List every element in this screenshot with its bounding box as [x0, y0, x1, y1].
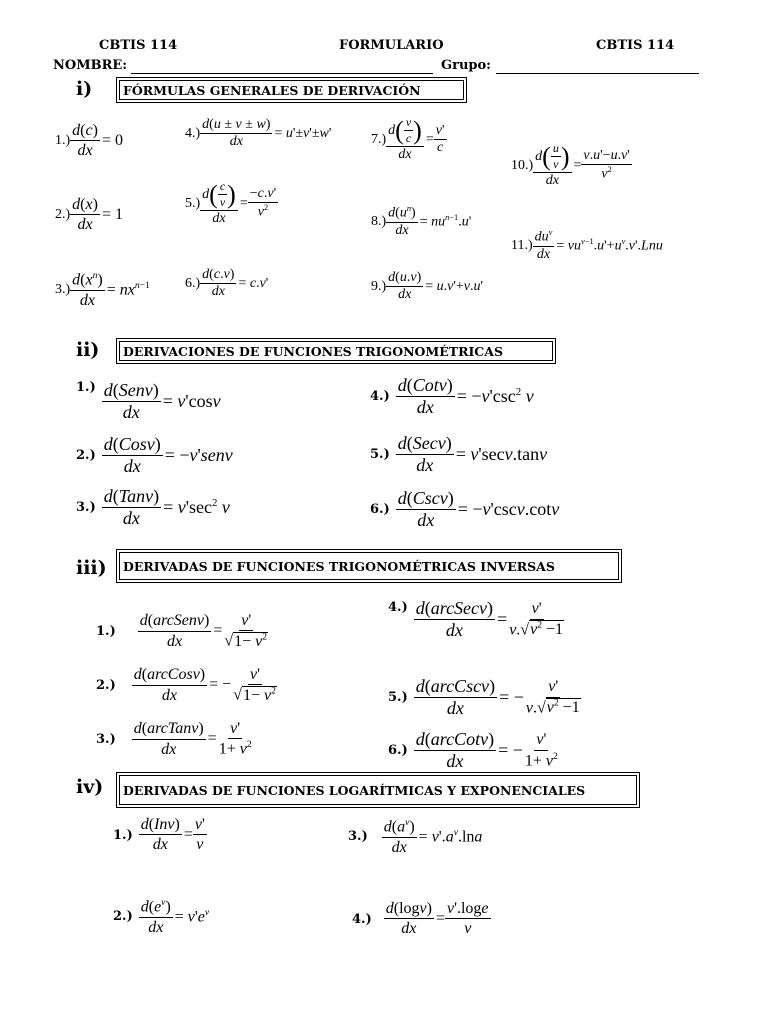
section-2-roman: ii)	[76, 339, 100, 361]
inv-6-number: 6.)	[388, 743, 408, 759]
section-3-title: DERIVADAS DE FUNCIONES TRIGONOMÉTRICAS INVERSAS	[119, 552, 619, 580]
trig-4: 4.) d(Cotv) dx = $-v'\csc^2$ v	[370, 375, 534, 417]
log-4-number: 4.)	[352, 911, 372, 927]
formula-g5-number: 5.)	[185, 195, 201, 211]
section-2-title-box	[116, 338, 556, 364]
trig-5-number: 5.)	[370, 447, 390, 463]
log-3: 3.) $\frac{d(a^v)}{dx}$ = $v'.a^v.\ln a$	[348, 817, 483, 856]
inv-3-number: 3.)	[96, 731, 116, 747]
section-4-title-box	[116, 772, 640, 808]
section-4-roman: iv)	[76, 776, 104, 798]
formula-g11-number: 11.)	[511, 237, 533, 253]
formula-g1: 1.) $\frac{d(c)}{dx}$ = 0	[55, 122, 123, 160]
nombre-label: NOMBRE:	[53, 58, 128, 73]
inv-4: 4.) d(arcSecv) dx = $\frac{v'}{v.√v^2 -1}$	[388, 598, 564, 640]
formula-g6: 6.) $\frac{d(c.v)}{dx}$ = c.v'	[185, 267, 269, 300]
inv-5: 5.) d(arcCscv) dx = − $\frac{v'}{v.√v^2 -1}$	[388, 676, 580, 718]
log-2-number: 2.)	[113, 909, 133, 925]
grupo-line[interactable]	[496, 73, 699, 74]
log-2: 2.) $\frac{d(e^v)}{dx}$ = $v'e^v$	[113, 897, 210, 936]
formula-g3-number: 3.)	[55, 281, 71, 297]
formula-g6-number: 6.)	[185, 275, 201, 291]
section-2-title: DERIVACIONES DE FUNCIONES TRIGONOMÉTRICAS	[119, 341, 553, 361]
formula-g2: 2.) $\frac{d(x)}{dx}$ = 1	[55, 196, 123, 234]
nombre-line[interactable]	[131, 73, 433, 74]
trig-5: 5.) d(Secv) dx = v'secv.tanv	[370, 433, 548, 475]
formula-g4: 4.) $\frac{d(u \pm v \pm w)}{dx}$ = u'±v'±w'	[185, 117, 332, 150]
section-4-title: DERIVADAS DE FUNCIONES LOGARÍTMICAS Y EXPONENCIALES	[119, 775, 637, 805]
section-3-title-box	[116, 549, 622, 583]
header-center: FORMULARIO	[339, 38, 444, 53]
inv-1: 1.) d(arcSenv) dx = $\frac{v'}{√1- v^2}$	[96, 612, 268, 650]
log-4: 4.) $\frac{d(\log v)}{dx}$ = $\frac{v'.\log e}{v}$	[352, 900, 489, 938]
section-1-title: FÓRMULAS GENERALES DE DERIVACIÓN	[119, 80, 464, 100]
formula-g9-number: 9.)	[371, 278, 387, 294]
formula-g9: 9.) $\frac{d(u.v)}{dx}$ = u.v'+v.u'	[371, 270, 484, 303]
formula-g3: 3.) $\frac{d(x^n)}{dx}$ = $nx^{n-1}$	[55, 270, 150, 309]
header-right: CBTIS 114	[596, 38, 675, 53]
trig-3: 3.) d(Tanv) dx = $v'\sec^2$ v	[76, 486, 230, 528]
trig-2-number: 2.)	[76, 448, 96, 464]
inv-6: 6.) d(arcCotv) dx = − $\frac{v'}{1+ v^2}$	[388, 729, 558, 771]
header-left: CBTIS 114	[99, 38, 178, 53]
formula-g8-number: 8.)	[371, 213, 387, 229]
formula-g7: 7.) d( $\frac{v}{c}$ ) dx = $\frac{v'}{c}$	[371, 115, 445, 162]
trig-1-number: 1.)	[76, 380, 96, 395]
trig-2: 2.) d(Cosv) dx = −v'senv	[76, 434, 233, 476]
inv-1-number: 1.)	[96, 623, 116, 639]
grupo-label: Grupo:	[441, 58, 491, 73]
trig-4-number: 4.)	[370, 389, 390, 405]
trig-3-number: 3.)	[76, 500, 96, 516]
inv-5-number: 5.)	[388, 690, 408, 706]
trig-1: 1.) d(Senv) dx = v'cosv	[76, 380, 221, 422]
formula-g8: 8.) $\frac{d(u^n)}{dx}$ = $nu^{n-1}.u'$	[371, 204, 472, 238]
formula-g4-number: 4.)	[185, 125, 201, 141]
formula-g5: 5.) d( $\frac{c}{v}$ ) dx = $\frac{-c.v'}{v^2}$	[185, 179, 277, 226]
inv-2: 2.) d(arcCosv) dx = − $\frac{v'}{√1- v^2}$	[96, 666, 276, 704]
section-3-roman: iii)	[76, 557, 107, 579]
inv-2-number: 2.)	[96, 677, 116, 693]
section-1-roman: i)	[76, 78, 93, 100]
formula-g10: 10.) d( $\frac{u}{v}$ ) dx = $\frac{v.u'-u.v'}{v^2}$	[511, 141, 630, 188]
inv-4-number: 4.)	[388, 600, 408, 615]
log-1: 1.) d(Inv) dx = $\frac{v'}{v}$	[113, 816, 205, 854]
formula-g10-number: 10.)	[511, 157, 534, 173]
log-1-number: 1.)	[113, 827, 133, 843]
trig-6: 6.) d(Cscv) dx = −v'cscv.cotv	[370, 488, 560, 530]
formula-g1-number: 1.)	[55, 133, 71, 149]
inv-3: 3.) d(arcTanv) dx = $\frac{v'}{1+ v^2}$	[96, 720, 252, 758]
formula-g7-number: 7.)	[371, 131, 387, 147]
section-1-title-box	[116, 77, 467, 103]
trig-6-number: 6.)	[370, 502, 390, 518]
formula-g11: 11.) $du^v$ dx = $vu^{v-1}.u'+u^v.v'.Lnu$	[511, 228, 663, 262]
log-3-number: 3.)	[348, 829, 368, 845]
formula-g2-number: 2.)	[55, 207, 71, 223]
